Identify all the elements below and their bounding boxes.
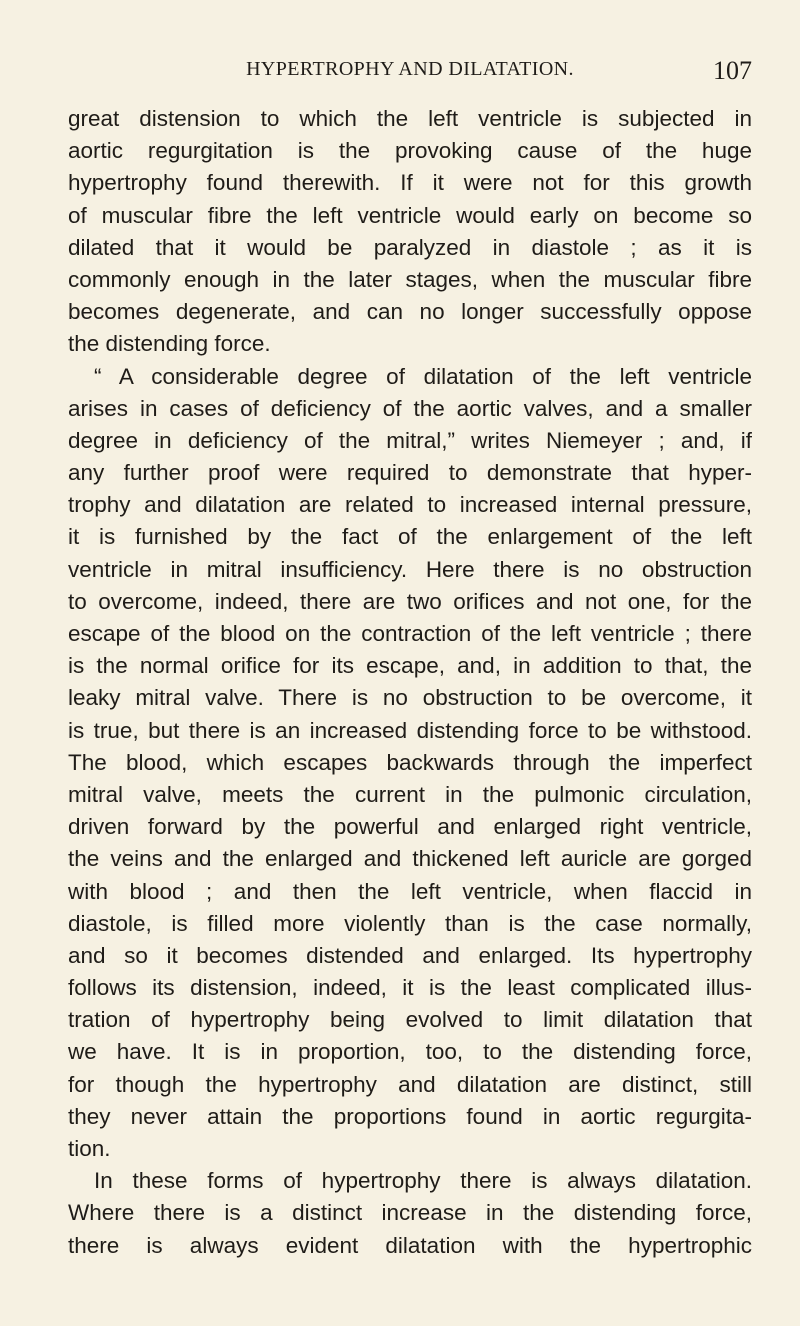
text-line: The blood, which escapes backwards through the imperfect <box>68 749 752 775</box>
text-line: Where there is a distinct increase in the distending force, <box>68 1200 752 1226</box>
text-line: with blood ; and then the left ventricle, when flaccid in <box>68 878 752 904</box>
text-line: any further proof were required to demonstrate that hyper- <box>68 460 752 486</box>
text-line: is the normal orifice for its escape, and, in addition to that, the <box>68 653 752 679</box>
text-line: escape of the blood on the contraction of the left ventricle ; there <box>68 621 752 646</box>
text-line: it is furnished by the fact of the enlargement of the left <box>68 524 752 550</box>
text-line: leaky mitral valve. There is no obstruction to be overcome, it <box>68 685 752 711</box>
text-line: degree in deficiency of the mitral,” writes Niemeyer ; and, if <box>68 427 752 453</box>
text-line: and so it becomes distended and enlarged. Its hypertrophy <box>68 942 752 968</box>
text-line: for though the hypertrophy and dilatation are distinct, still <box>68 1071 752 1097</box>
text-line: tration of hypertrophy being evolved to limit dilatation that <box>68 1007 752 1033</box>
text-line: hypertrophy found therewith. If it were not for this growth <box>68 170 752 196</box>
text-line: “ A considerable degree of dilatation of the left ventricle <box>94 363 752 389</box>
text-line: driven forward by the powerful and enlarged right ventricle, <box>68 814 752 840</box>
text-line: is true, but there is an increased distending force to be withstood. <box>68 717 752 743</box>
running-head <box>68 58 752 88</box>
text-line: tion. <box>68 1136 111 1161</box>
text-line: follows its distension, indeed, it is the least complicated illus- <box>68 975 752 1001</box>
text-line: commonly enough in the later stages, when the muscular fibre <box>68 266 752 292</box>
text-line: dilated that it would be paralyzed in diastole ; as it is <box>68 234 752 260</box>
text-line: diastole, is filled more violently than is the case normally, <box>68 910 752 936</box>
text-line: great distension to which the left ventricle is subjected in <box>68 106 752 131</box>
text-line: of muscular fibre the left ventricle would early on become so <box>68 202 752 228</box>
body-text <box>68 103 752 1262</box>
text-line: In these forms of hypertrophy there is always dilatation. <box>94 1168 752 1194</box>
text-line: they never attain the proportions found in aortic regurgita- <box>68 1103 752 1129</box>
page-number: 107 <box>713 56 752 85</box>
text-line: arises in cases of deficiency of the aortic valves, and a smaller <box>68 395 752 421</box>
text-line: we have. It is in proportion, too, to the distending force, <box>68 1039 752 1065</box>
text-line: the distending force. <box>68 331 271 357</box>
text-line: aortic regurgitation is the provoking cause of the huge <box>68 138 752 164</box>
running-title: HYPERTROPHY AND DILATATION. <box>246 58 574 80</box>
text-line: there is always evident dilatation with the hypertrophic <box>68 1232 752 1258</box>
text-line: trophy and dilatation are related to increased internal pressure, <box>68 492 752 518</box>
text-line: to overcome, indeed, there are two orifices and not one, for the <box>68 588 752 614</box>
text-line: mitral valve, meets the current in the pulmonic circulation, <box>68 781 752 807</box>
text-line: becomes degenerate, and can no longer successfully oppose <box>68 299 752 325</box>
text-line: the veins and the enlarged and thickened left auricle are gorged <box>68 846 752 872</box>
text-line: ventricle in mitral insufficiency. Here there is no obstruction <box>68 556 752 582</box>
